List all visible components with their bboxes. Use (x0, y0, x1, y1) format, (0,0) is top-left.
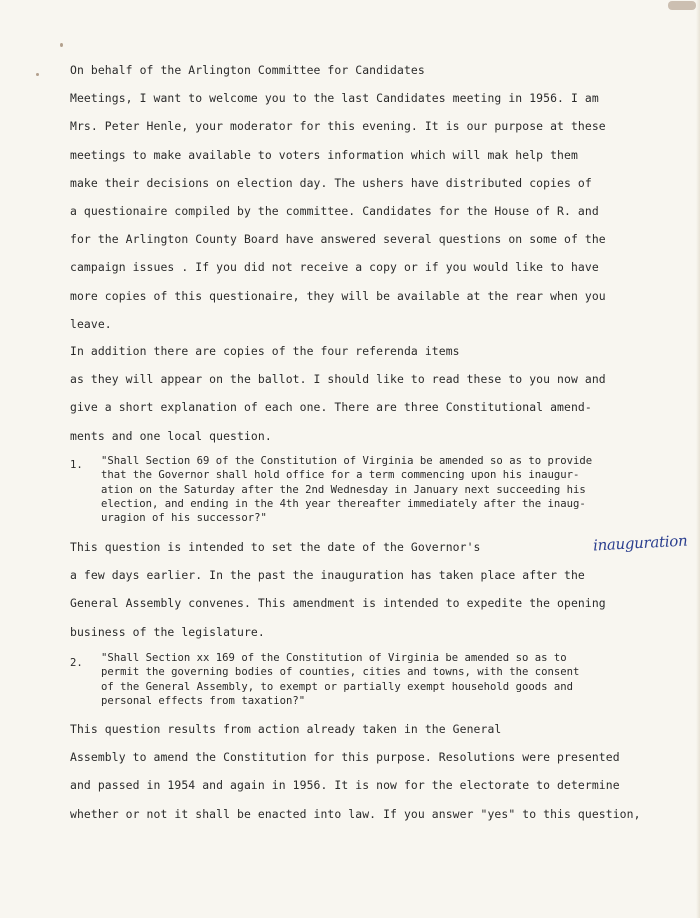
ink-spot (36, 73, 39, 76)
item-2-explanation: This question results from action already taken in the General Assembly to amend the Constitution for this purpose. Resolutions were presented and passed in 1954 and again in 1956. It is now for the electorate to determine whether or not it shall be enacted into law. If you answer "yes" to this question, (70, 722, 641, 821)
ink-spot (668, 1, 696, 10)
item-1-explanation: This question is intended to set the date of the Governor's a few days earlier. In the past the inauguration has taken place after the General Assembly convenes. This amendment is intended to expedite the opening business of the legislature. (70, 540, 606, 639)
item-2-quote: "Shall Section xx 169 of the Constitution of Virginia be amended so as to permit the governing bodies of counties, cities and towns, with the consent of the General Assembly, to exempt or partially exempt household goods and personal effects from taxation?" (101, 652, 580, 707)
page-edge-shadow (696, 0, 700, 918)
ink-spot (60, 43, 63, 47)
opening-paragraph: On behalf of the Arlington Committee for Candidates Meetings, I want to welcome you to the last Candidates meeting in 1956. I am Mrs. Peter Henle, your moderator for this evening. It is our purpose at these meetings to make available to voters information which will mak help them make their decisions on election day. The ushers have distributed copies of a questionaire compiled by the committee. Candidates for the House of R. and for the Arlington County Board have answered several questions on some of the campaign issues . If you did not receive a copy or if you would like to have more copies of this questionaire, they will be available at the rear when you leave. (70, 63, 606, 331)
handwritten-insertion: inauguration (592, 531, 688, 555)
referenda-intro-paragraph: In addition there are copies of the four referenda items as they will appear on the ballot. I should like to read these to you now and give a short explanation of each one. There are three Constitutional amend- ments and one local question. (70, 344, 606, 443)
item-1-number: 1. (70, 459, 83, 471)
item-2-number: 2. (70, 657, 83, 669)
item-1-quote: "Shall Section 69 of the Constitution of Virginia be amended so as to provide that the Governor shall hold office for a term commencing upon his inaugur- ation on the Saturday after the 2nd Wednesday in January next succeeding his election, and ending in the 4th year thereafter immediately after the inaug- uragion of his successor?" (101, 455, 593, 525)
